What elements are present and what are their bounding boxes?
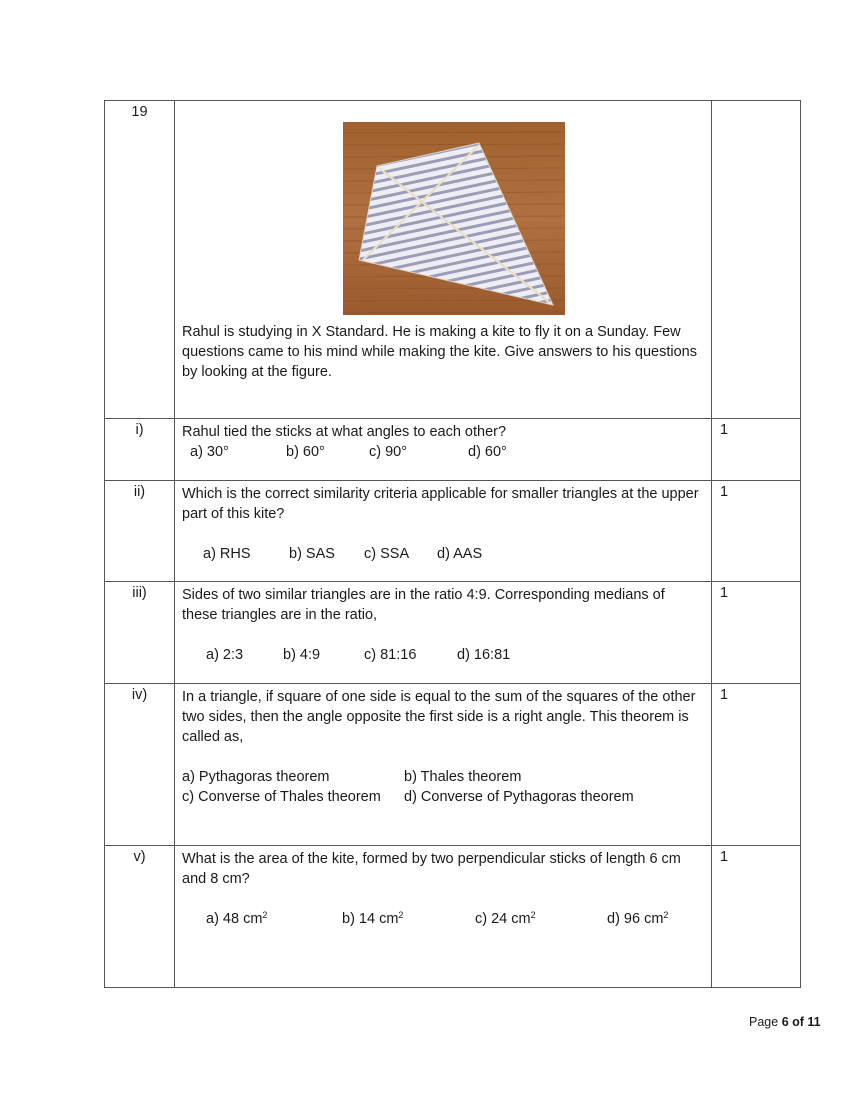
option-c: c) Converse of Thales theorem (182, 789, 381, 805)
option-c: c) 81:16 (364, 647, 417, 663)
option-a: a) 30° (190, 444, 229, 460)
question-content (175, 101, 712, 419)
option-a (206, 909, 267, 929)
unit-superscript: 2 (530, 910, 536, 920)
subquestion-content (175, 582, 712, 684)
subquestion-text: Sides of two similar triangles are in the ratio 4:9. Corresponding medians of these triangles are in the ratio, (182, 587, 665, 623)
options-row (182, 645, 703, 665)
option-a: a) Pythagoras theorem (182, 769, 330, 785)
question-table (104, 100, 801, 988)
question-number: 19 (105, 101, 175, 419)
option-d: d) AAS (437, 546, 483, 562)
option-a: a) RHS (203, 546, 251, 562)
kite-figure (182, 104, 703, 322)
option-b: b) SAS (289, 546, 335, 562)
subquestion-content (175, 481, 712, 582)
question-row-v (105, 846, 801, 988)
subquestion-number: ii) (105, 481, 175, 582)
marks-value: 1 (712, 582, 801, 684)
question-intro: Rahul is studying in X Standard. He is making a kite to fly it on a Sunday. Few questions came to his mind while making the kite. Give answers to his questions by looking at the figure. (182, 324, 697, 380)
unit-superscript: 2 (262, 910, 268, 920)
kite-image (343, 122, 565, 315)
subquestion-content (175, 846, 712, 988)
option-d-text: d) 96 cm (607, 911, 664, 927)
of-label: of (792, 1015, 804, 1029)
options-row (182, 909, 703, 929)
marks-value: 1 (712, 684, 801, 846)
option-c (475, 909, 536, 929)
subquestion-number: v) (105, 846, 175, 988)
option-b-text: b) 14 cm (342, 911, 399, 927)
subquestion-text: Rahul tied the sticks at what angles to each other? (182, 424, 507, 440)
options-row (182, 787, 703, 807)
option-b: b) 60° (286, 444, 325, 460)
page-current: 6 (781, 1015, 789, 1029)
page-label: Page (749, 1015, 779, 1029)
option-c-text: c) 24 cm (475, 911, 531, 927)
option-c: c) SSA (364, 546, 410, 562)
subquestion-number: i) (105, 419, 175, 481)
subquestion-number: iii) (105, 582, 175, 684)
subquestion-content (175, 684, 712, 846)
question-row-iv (105, 684, 801, 846)
unit-superscript: 2 (663, 910, 669, 920)
option-b (342, 909, 403, 929)
question-row-iii (105, 582, 801, 684)
option-b: b) Thales theorem (404, 769, 522, 785)
page-total: 11 (807, 1015, 821, 1029)
question-row-main (105, 101, 801, 419)
options-row (182, 442, 703, 462)
page-footer (749, 1015, 821, 1029)
subquestion-content (175, 419, 712, 481)
question-row-i (105, 419, 801, 481)
marks-value: 1 (712, 846, 801, 988)
question-row-ii (105, 481, 801, 582)
option-d: d) Converse of Pythagoras theorem (404, 789, 634, 805)
subquestion-text: Which is the correct similarity criteria applicable for smaller triangles at the upper part of this kite? (182, 486, 699, 522)
marks-value: 1 (712, 481, 801, 582)
unit-superscript: 2 (398, 910, 404, 920)
option-d: d) 60° (468, 444, 507, 460)
option-d: d) 16:81 (457, 647, 511, 663)
option-b: b) 4:9 (283, 647, 321, 663)
subquestion-text: What is the area of the kite, formed by two perpendicular sticks of length 6 cm and 8 cm? (182, 851, 681, 887)
marks-cell-main (712, 101, 801, 419)
marks-value: 1 (712, 419, 801, 481)
option-c: c) 90° (369, 444, 408, 460)
options-row (182, 544, 703, 564)
option-a: a) 2:3 (206, 647, 244, 663)
options-row (182, 767, 703, 787)
subquestion-number: iv) (105, 684, 175, 846)
option-a-text: a) 48 cm (206, 911, 263, 927)
option-d (607, 909, 668, 929)
subquestion-text: In a triangle, if square of one side is equal to the sum of the squares of the other two sides, then the angle opposite the first side is a right angle. This theorem is called as, (182, 689, 696, 745)
